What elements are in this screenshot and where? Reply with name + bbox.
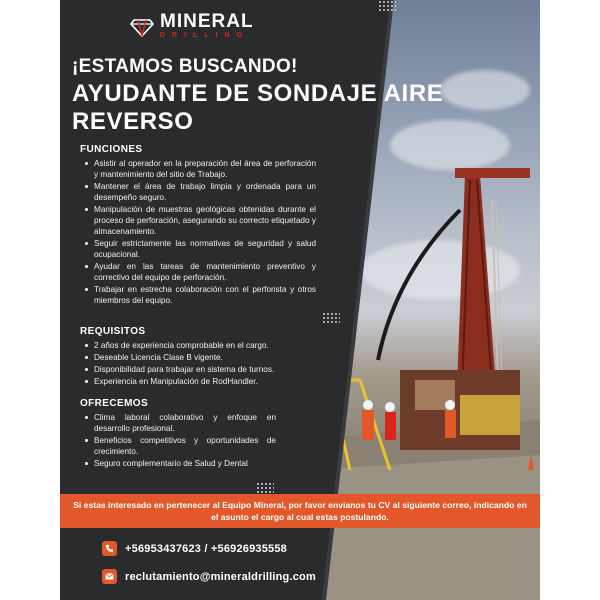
list-item: Experiencia en Manipulación de RodHandler. [80, 376, 316, 387]
mail-icon [102, 569, 117, 584]
phone-contact[interactable] [102, 541, 287, 556]
email-address[interactable]: reclutamiento@mineraldrilling.com [125, 570, 316, 583]
section-title: REQUISITOS [80, 326, 146, 337]
list-item: Manipulación de muestras geológicas obtenidas durante el proceso de perforación, asegurando su correcto etiquetado y almacenamiento. [80, 204, 316, 237]
headline: ¡ESTAMOS BUSCANDO! [72, 56, 298, 77]
phone-icon [102, 541, 117, 556]
decorative-dots [378, 0, 396, 12]
email-contact[interactable] [102, 569, 316, 584]
cta-banner [60, 494, 540, 528]
list-item: Trabajar en estrecha colaboración con el perforista y otros miembros del equipo. [80, 284, 316, 306]
diamond-logo-icon [130, 14, 154, 38]
list-item: Clima laboral colaborativo y enfoque en desarrollo profesional. [80, 412, 276, 434]
cta-text: Si estas interesado en pertenecer al Equipo Mineral, por favor envianos tu CV al siguiente correo, indicando en el asunto el cargo al cual estas postulando. [73, 500, 527, 522]
list-item: 2 años de experiencia comprobable en el cargo. [80, 340, 316, 351]
requisitos-section [80, 326, 316, 388]
job-title: AYUDANTE DE SONDAJE AIRE REVERSO [72, 80, 444, 135]
section-title: OFRECEMOS [80, 398, 149, 409]
list-item: Beneficios competitivos y oportunidades de crecimiento. [80, 435, 276, 457]
ofrecemos-section [80, 398, 276, 470]
list-item: Ayudar en las tareas de mantenimiento preventivo y correctivo del equipo de perforación. [80, 261, 316, 283]
job-poster [60, 0, 540, 600]
section-title: FUNCIONES [80, 144, 143, 155]
funciones-section [80, 144, 316, 307]
decorative-dots [256, 482, 274, 494]
decorative-dots [322, 312, 340, 324]
list-item: Asistir al operador en la preparación del área de perforación y mantenimiento del sitio de Trabajo. [80, 158, 316, 180]
phone-numbers[interactable]: +56953437623 / +56926935558 [125, 542, 288, 555]
list-item: Mantener el área de trabajo limpia y ordenada para un desempeño seguro. [80, 181, 316, 203]
list-item: Seguir estrictamente las normativas de seguridad y salud ocupacional. [80, 238, 316, 260]
brand-name: MINERAL [160, 11, 254, 32]
list-item: Deseable Licencia Clase B vigente. [80, 352, 316, 363]
brand-tagline: DRILLING [160, 32, 250, 39]
brand-logo [130, 12, 254, 39]
list-item: Seguro complementario de Salud y Dental [80, 458, 276, 469]
list-item: Disponibilidad para trabajar en sistema de turnos. [80, 364, 316, 375]
